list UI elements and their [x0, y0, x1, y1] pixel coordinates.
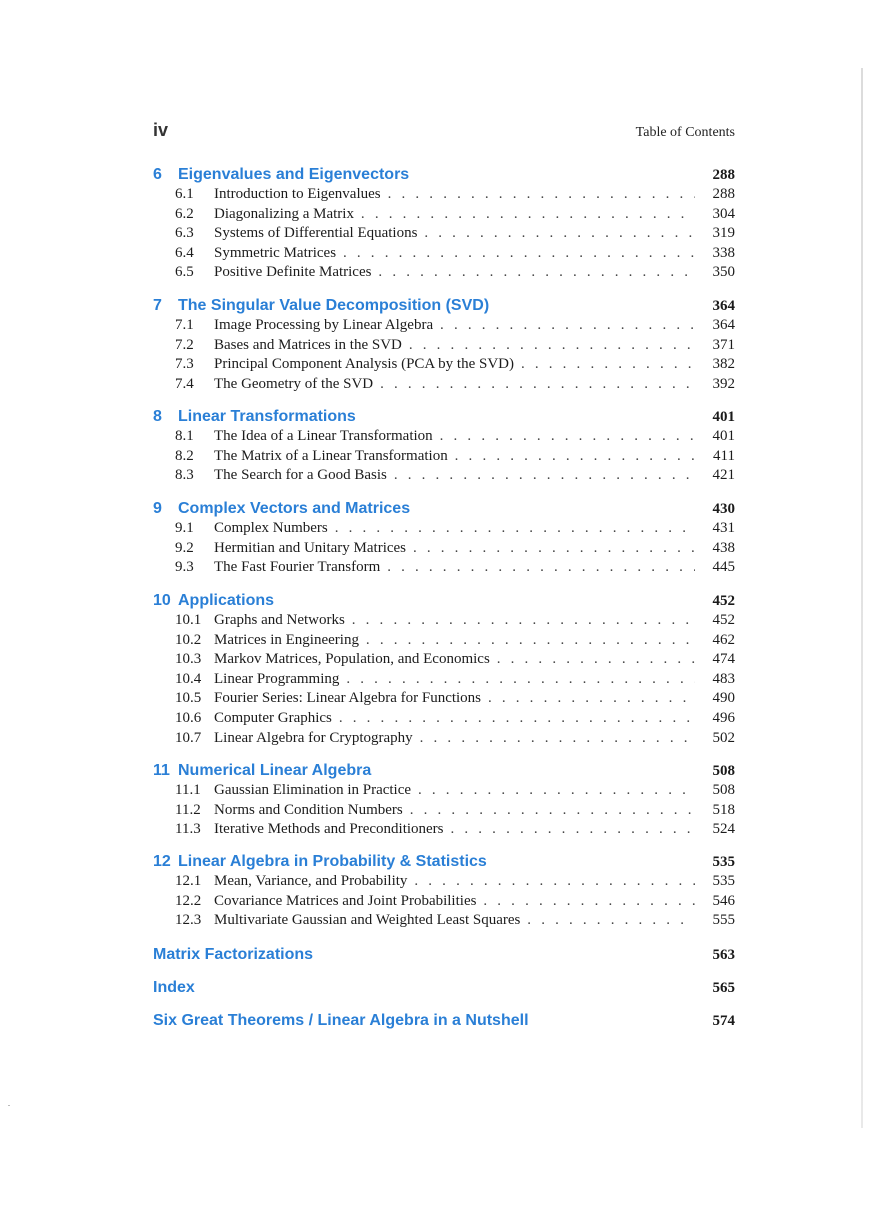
section-title: Gaussian Elimination in Practice . . . [214, 782, 695, 799]
section-page-number: 392 [712, 375, 735, 392]
toc-section-row[interactable] [153, 802, 735, 822]
toc-section-row[interactable] [153, 782, 735, 802]
chapter-page-number: 288 [712, 167, 735, 183]
section-page-number: 555 [712, 912, 735, 929]
section-number: 6.1 [175, 186, 194, 202]
section-title: Markov Matrices, Population, and Economics . . . [214, 651, 695, 668]
section-page-number: 474 [712, 651, 735, 668]
section-title: Bases and Matrices in the SVD . . . [214, 337, 695, 354]
back-matter-entry[interactable] [153, 979, 735, 999]
section-page-number: 371 [712, 336, 735, 353]
toc-section-row[interactable] [153, 730, 735, 750]
toc-section-row[interactable] [153, 245, 735, 265]
section-page-number: 502 [712, 729, 735, 746]
chapter-page-number: 508 [712, 763, 735, 779]
section-number: 11.1 [175, 782, 201, 798]
section-page-number: 438 [712, 539, 735, 556]
chapter-heading[interactable] [153, 592, 735, 612]
section-number: 8.3 [175, 467, 194, 484]
section-page-number: 483 [712, 670, 735, 687]
section-title: The Geometry of the SVD . . . [214, 376, 695, 393]
section-number: 10.5 [175, 690, 202, 707]
chapter-heading[interactable] [153, 762, 735, 782]
chapter-title: Complex Vectors and Matrices [178, 500, 411, 517]
section-page-number: 411 [713, 447, 735, 464]
page-edge-shadow [861, 68, 863, 1128]
section-page-number: 401 [712, 428, 735, 444]
section-list [153, 317, 735, 395]
toc-section-row[interactable] [153, 821, 735, 841]
section-title: Principal Component Analysis (PCA by the SVD) . . . [214, 356, 695, 373]
section-title: Diagonalizing a Matrix . . . [214, 206, 695, 223]
section-title: Graphs and Networks . . . [214, 612, 695, 629]
toc-section-row[interactable] [153, 559, 735, 579]
toc-section-row[interactable] [153, 893, 735, 913]
chapter-page-number: 535 [712, 854, 735, 870]
section-page-number: 350 [712, 264, 735, 281]
chapter-number: 10 [153, 592, 171, 609]
section-number: 12.1 [175, 873, 202, 889]
toc-section-row[interactable] [153, 337, 735, 357]
section-number: 6.4 [175, 244, 194, 261]
section-title: Introduction to Eigenvalues . . . [214, 186, 695, 203]
chapter-heading[interactable] [153, 500, 735, 520]
toc-section-row[interactable] [153, 912, 735, 932]
section-number: 8.2 [175, 447, 194, 464]
section-page-number: 496 [712, 709, 735, 726]
section-number: 11.2 [175, 801, 201, 818]
toc-chapter [153, 297, 735, 395]
toc-chapter [153, 762, 735, 841]
chapter-title: Linear Transformations [178, 408, 356, 425]
section-title: Linear Programming . . . [214, 671, 695, 688]
section-page-number: 319 [712, 225, 735, 242]
chapter-heading[interactable] [153, 408, 735, 428]
toc-section-row[interactable] [153, 520, 735, 540]
chapter-page-number: 452 [712, 593, 735, 609]
section-number: 7.3 [175, 356, 194, 373]
section-number: 6.5 [175, 264, 194, 281]
section-title: Norms and Condition Numbers . . . [214, 802, 695, 819]
toc-section-row[interactable] [153, 317, 735, 337]
section-title: Positive Definite Matrices . . . [214, 264, 695, 281]
toc-section-row[interactable] [153, 186, 735, 206]
back-matter-page-number: 565 [712, 980, 735, 996]
chapter-title: Numerical Linear Algebra [178, 762, 372, 779]
chapter-page-number: 430 [712, 501, 735, 517]
toc-section-row[interactable] [153, 467, 735, 487]
section-number: 10.1 [175, 612, 202, 628]
back-matter-page-number: 574 [712, 1013, 735, 1029]
section-list [153, 873, 735, 932]
section-page-number: 421 [712, 467, 735, 484]
back-matter-title: Index [153, 979, 195, 996]
toc-section-row[interactable] [153, 428, 735, 448]
chapter-title: Applications [178, 592, 275, 609]
section-page-number: 524 [712, 821, 735, 838]
section-title: Multivariate Gaussian and Weighted Least Squares . . . [214, 912, 695, 929]
section-page-number: 508 [712, 782, 735, 798]
section-title: Symmetric Matrices . . . [214, 245, 695, 262]
section-number: 7.1 [175, 317, 194, 333]
section-page-number: 364 [712, 317, 735, 333]
section-page-number: 445 [712, 559, 735, 576]
section-page-number: 518 [712, 801, 735, 818]
chapter-title: Linear Algebra in Probability & Statistics [178, 853, 487, 870]
toc-chapter [153, 853, 735, 932]
toc-section-row[interactable] [153, 206, 735, 226]
chapter-number: 9 [153, 500, 162, 517]
chapter-number: 7 [153, 297, 162, 314]
toc-section-row[interactable] [153, 671, 735, 691]
chapter-title: Eigenvalues and Eigenvectors [178, 166, 410, 183]
chapter-number: 11 [153, 762, 170, 779]
section-page-number: 382 [712, 356, 735, 373]
section-page-number: 288 [712, 186, 735, 202]
toc-section-row[interactable] [153, 710, 735, 730]
chapter-page-number: 364 [712, 298, 735, 314]
toc-section-row[interactable] [153, 651, 735, 671]
chapter-heading[interactable] [153, 166, 735, 186]
section-list [153, 520, 735, 579]
section-title: Covariance Matrices and Joint Probabilities . . . [214, 893, 695, 910]
section-page-number: 546 [712, 892, 735, 909]
back-matter-title: Matrix Factorizations [153, 946, 314, 963]
section-page-number: 452 [712, 612, 735, 628]
section-title: Image Processing by Linear Algebra . . . [214, 317, 695, 334]
section-number: 10.7 [175, 729, 202, 746]
scan-speck [8, 1105, 10, 1106]
chapter-page-number: 401 [712, 409, 735, 425]
back-matter-entry[interactable] [153, 946, 735, 966]
section-number: 9.1 [175, 520, 194, 536]
section-page-number: 304 [712, 205, 735, 222]
toc-section-row[interactable] [153, 264, 735, 284]
chapter-number: 6 [153, 166, 162, 183]
toc-section-row[interactable] [153, 632, 735, 652]
section-title: Systems of Differential Equations . . . [214, 225, 695, 242]
section-title: Iterative Methods and Preconditioners . . . [214, 821, 695, 838]
toc-section-row[interactable] [153, 540, 735, 560]
section-title: Linear Algebra for Cryptography . . . [214, 730, 695, 747]
toc-chapter [153, 166, 735, 284]
back-matter-page-number: 563 [712, 947, 735, 963]
section-title: Complex Numbers . . . [214, 520, 695, 537]
section-page-number: 462 [712, 631, 735, 648]
chapter-number: 12 [153, 853, 171, 870]
chapter-heading[interactable] [153, 297, 735, 317]
toc-section-row[interactable] [153, 376, 735, 396]
section-list [153, 186, 735, 284]
section-number: 11.3 [175, 821, 201, 838]
toc-chapter [153, 408, 735, 487]
running-head: Table of Contents [635, 125, 735, 140]
section-title: The Matrix of a Linear Transformation . . . [214, 448, 695, 465]
section-number: 10.3 [175, 651, 202, 668]
back-matter-title: Six Great Theorems / Linear Algebra in a Nutshell [153, 1012, 529, 1029]
section-number: 12.2 [175, 892, 202, 909]
section-title: Hermitian and Unitary Matrices . . . [214, 540, 695, 557]
section-title: Mean, Variance, and Probability . . . [214, 873, 695, 890]
section-number: 6.3 [175, 225, 194, 242]
toc-section-row[interactable] [153, 690, 735, 710]
chapter-title: The Singular Value Decomposition (SVD) [178, 297, 490, 314]
section-title: Fourier Series: Linear Algebra for Functions . . . [214, 690, 695, 707]
section-page-number: 535 [712, 873, 735, 889]
section-number: 9.2 [175, 539, 194, 556]
section-list [153, 428, 735, 487]
section-number: 9.3 [175, 559, 194, 576]
chapter-heading[interactable] [153, 853, 735, 873]
chapter-number: 8 [153, 408, 162, 425]
section-page-number: 490 [712, 690, 735, 707]
toc-chapter [153, 500, 735, 579]
toc-chapter [153, 592, 735, 749]
section-number: 7.2 [175, 336, 194, 353]
toc-section-row[interactable] [153, 612, 735, 632]
toc-section-row[interactable] [153, 356, 735, 376]
section-title: The Fast Fourier Transform . . . [214, 559, 695, 576]
section-list [153, 782, 735, 841]
section-number: 8.1 [175, 428, 194, 444]
toc-section-row[interactable] [153, 225, 735, 245]
page-folio: iv [153, 120, 169, 140]
back-matter-entry[interactable] [153, 1012, 735, 1032]
section-page-number: 431 [712, 520, 735, 536]
toc-section-row[interactable] [153, 448, 735, 468]
section-page-number: 338 [712, 244, 735, 261]
toc-section-row[interactable] [153, 873, 735, 893]
section-title: Computer Graphics . . . [214, 710, 695, 727]
section-title: The Idea of a Linear Transformation . . . [214, 428, 695, 445]
section-title: Matrices in Engineering . . . [214, 632, 695, 649]
section-number: 10.6 [175, 709, 202, 726]
section-number: 12.3 [175, 912, 202, 929]
section-title: The Search for a Good Basis . . . [214, 467, 695, 484]
section-number: 10.2 [175, 631, 202, 648]
section-number: 6.2 [175, 205, 194, 222]
section-list [153, 612, 735, 749]
section-number: 7.4 [175, 375, 194, 392]
section-number: 10.4 [175, 670, 202, 687]
